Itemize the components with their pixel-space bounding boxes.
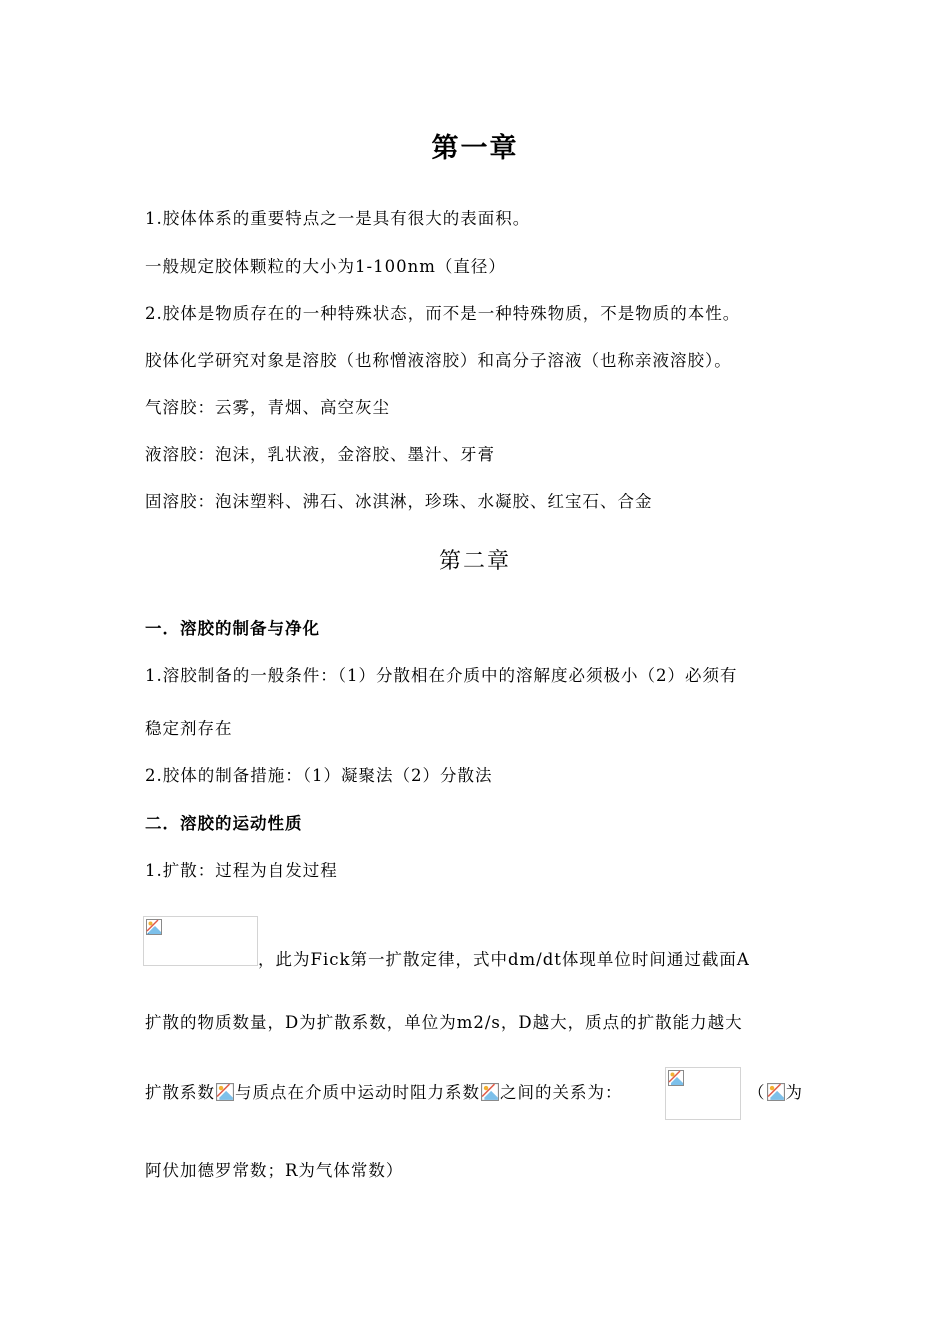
diffusion-coefficient-image-icon [216, 1083, 234, 1101]
relation-line [145, 1082, 623, 1104]
fick-law-text: ，此为Fick第一扩散定律，式中dm/dt体现单位时间通过截面A [258, 950, 750, 969]
friction-coefficient-image-icon [481, 1083, 499, 1101]
chapter-2-title: 第二章 [438, 549, 511, 574]
ch1-line-7: 固溶胶：泡沫塑料、沸石、冰淇淋，珍珠、水凝胶、红宝石、合金 [145, 492, 653, 511]
s1-line-2: 稳定剂存在 [145, 719, 233, 738]
s1-line-1: 1.溶胶制备的一般条件：（1）分散相在介质中的溶解度必须极小（2）必须有 [145, 666, 738, 685]
relation-part-2: 与质点在介质中运动时阻力系数 [235, 1083, 480, 1102]
relation-wei: 为 [785, 1083, 803, 1102]
s2-line-1: 1.扩散：过程为自发过程 [145, 861, 338, 880]
ch1-line-1: 1.胶体体系的重要特点之一是具有很大的表面积。 [145, 209, 531, 228]
relation-tail [748, 1082, 803, 1104]
broken-image-icon [668, 1070, 684, 1086]
fick-line-2: 扩散的物质数量，D为扩散系数，单位为m2/s，D越大，质点的扩散能力越大 [145, 1013, 743, 1032]
relation-open-paren: （ [748, 1083, 766, 1102]
einstein-relation-image [665, 1067, 741, 1120]
section-2-heading: 二．溶胶的运动性质 [145, 814, 303, 833]
avogadro-image-icon [767, 1083, 785, 1101]
ch1-line-6: 液溶胶：泡沫，乳状液，金溶胶、墨汁、牙膏 [145, 445, 495, 464]
relation-part-3: 之间的关系为： [500, 1083, 623, 1102]
ch1-line-3: 2.胶体是物质存在的一种特殊状态，而不是一种特殊物质，不是物质的本性。 [145, 304, 741, 323]
ch1-line-4: 胶体化学研究对象是溶胶（也称憎液溶胶）和高分子溶液（也称亲液溶胶）。 [145, 351, 732, 370]
relation-part-1: 扩散系数 [145, 1083, 215, 1102]
fick-equation-image [143, 916, 258, 966]
s1-line-3: 2.胶体的制备措施：（1）凝聚法（2）分散法 [145, 766, 493, 785]
chapter-1-title: 第一章 [431, 133, 519, 164]
broken-image-icon [146, 919, 162, 935]
last-line: 阿伏加德罗常数；R为气体常数） [145, 1161, 404, 1180]
ch1-line-2: 一般规定胶体颗粒的大小为1-100nm（直径） [145, 257, 506, 276]
section-1-heading: 一．溶胶的制备与净化 [145, 619, 320, 638]
ch1-line-5: 气溶胶：云雾，青烟、高空灰尘 [145, 398, 390, 417]
